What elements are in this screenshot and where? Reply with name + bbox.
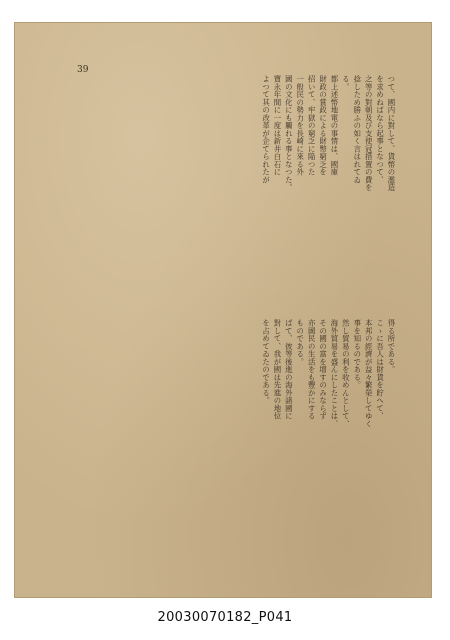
- document-page: [14, 22, 432, 598]
- text-column: 之等の對朝及び支使冠措置の費を: [364, 75, 374, 192]
- upper-text-block: [51, 75, 397, 311]
- text-column: 國の文化にも觸れる事となつた。: [284, 75, 294, 192]
- text-column: る。: [341, 75, 351, 91]
- text-column: 得る所である。: [387, 319, 396, 374]
- text-column: その國の富を增すのみならず: [318, 319, 328, 420]
- image-caption: 20030070182_P041: [157, 610, 293, 625]
- text-column: 招いて、牢獄の窮乏に陥つた: [307, 75, 317, 176]
- text-column: を占めてゐたのである。: [261, 319, 271, 405]
- text-column: よつて其の改革が企てられたが: [261, 75, 271, 184]
- text-column: ばて、彼等後進の海外諸國に: [284, 319, 294, 420]
- text-column: 事を知るのである。: [352, 319, 362, 389]
- text-column: 都上述幣地電の事情は、國庫: [329, 75, 339, 176]
- page-number: 39: [77, 65, 89, 75]
- text-column: 一般民の勢力を長崎に來る外: [295, 75, 305, 176]
- text-column: こゝに吾人は財貨を貯へて、: [375, 319, 385, 420]
- text-column: 亦國民の生活をも豐かにする: [307, 319, 317, 420]
- lower-text-block: [51, 319, 397, 563]
- text-column: 本邦の經濟が益々繁榮してゆく: [364, 319, 374, 428]
- text-column: 捻しため勝ふの如く言はれてゐ: [352, 75, 362, 184]
- text-column: 然し貿易の利を收めんとして、: [341, 319, 351, 428]
- text-column: 寶永年間に一度は新井白石に: [272, 75, 282, 176]
- text-column: 對して、我が國は先進の地位: [272, 319, 282, 420]
- text-column: 財政の賞政による財幣窮乏を: [318, 75, 328, 176]
- text-column: つて、國内に對して、貨幣の濫造: [387, 75, 396, 192]
- text-column: を求めねばなら起事となつて、: [375, 75, 385, 184]
- text-column: 海外貿易を盛んにしたことは、: [329, 319, 339, 428]
- text-column: ものである。: [295, 319, 305, 366]
